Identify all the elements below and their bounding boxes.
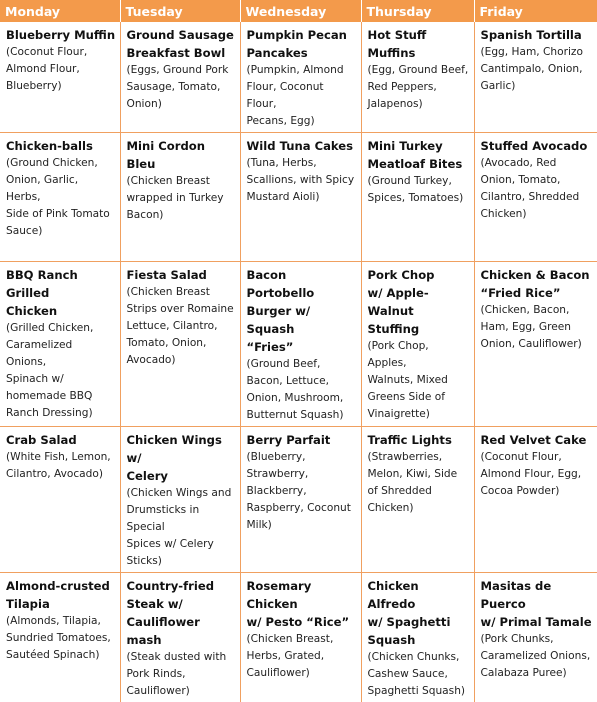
meal-cell <box>474 262 597 427</box>
dish-ingredients: (Eggs, Ground Pork Sausage, Tomato, Onion) <box>127 62 236 113</box>
dish-name: BBQ Ranch Grilled Chicken <box>6 266 116 320</box>
dish-ingredients: (Chicken, Bacon, Ham, Egg, Green Onion, Cauliflower) <box>481 302 594 353</box>
dish-ingredients: (Steak dusted with Pork Rinds, Cauliflower) <box>127 649 236 700</box>
dish-ingredients: (Grilled Chicken, Caramelized Onions, Spinach w/ homemade BBQ Ranch Dressing) <box>6 320 116 422</box>
dish-name: Bacon Portobello Burger w/ Squash “Fries” <box>247 266 357 356</box>
meal-cell <box>240 427 361 573</box>
meal-cell <box>240 262 361 427</box>
dish-name: Crab Salad <box>6 431 116 449</box>
meal-cell <box>474 22 597 133</box>
meal-cell <box>474 573 597 702</box>
dish-name: Stuffed Avocado <box>481 137 594 155</box>
meal-cell <box>120 573 240 702</box>
dish-name: Pork Chop w/ Apple-Walnut Stuffing <box>368 266 470 338</box>
meal-cell <box>361 427 474 573</box>
dish-name: Spanish Tortilla <box>481 26 594 44</box>
dish-ingredients: (Ground Turkey, Spices, Tomatoes) <box>368 173 470 207</box>
meal-row-1 <box>0 22 597 133</box>
meal-cell <box>120 133 240 262</box>
meal-cell <box>474 133 597 262</box>
dish-ingredients: (Almonds, Tilapia, Sundried Tomatoes, Sautéed Spinach) <box>6 613 116 664</box>
meal-cell <box>474 427 597 573</box>
meal-row-5 <box>0 573 597 702</box>
dish-ingredients: (Chicken Wings and Drumsticks in Special Spices w/ Celery Sticks) <box>127 485 236 570</box>
dish-ingredients: (Ground Chicken, Onion, Garlic, Herbs, Side of Pink Tomato Sauce) <box>6 155 116 240</box>
meal-cell <box>361 133 474 262</box>
dish-name: Fiesta Salad <box>127 266 236 284</box>
dish-ingredients: (Chicken Chunks, Cashew Sauce, Spaghetti Squash) <box>368 649 470 700</box>
dish-name: Traffic Lights <box>368 431 470 449</box>
dish-name: Mini Turkey Meatloaf Bites <box>368 137 470 173</box>
dish-name: Red Velvet Cake <box>481 431 594 449</box>
day-header-row <box>0 0 597 22</box>
dish-name: Berry Parfait <box>247 431 357 449</box>
dish-ingredients: (Coconut Flour, Almond Flour, Egg, Cocoa Powder) <box>481 449 594 500</box>
dish-name: Chicken & Bacon “Fried Rice” <box>481 266 594 302</box>
dish-name: Masitas de Puerco w/ Primal Tamale <box>481 577 594 631</box>
dish-ingredients: (Avocado, Red Onion, Tomato, Cilantro, Shredded Chicken) <box>481 155 594 223</box>
dish-ingredients: (Coconut Flour, Almond Flour, Blueberry) <box>6 44 116 95</box>
meal-row-2 <box>0 133 597 262</box>
dish-ingredients: (Chicken Breast, Herbs, Grated, Cauliflower) <box>247 631 357 682</box>
dish-ingredients: (Pork Chop, Apples, Walnuts, Mixed Greens Side of Vinaigrette) <box>368 338 470 423</box>
dish-name: Chicken-balls <box>6 137 116 155</box>
meal-row-3 <box>0 262 597 427</box>
meal-row-4 <box>0 427 597 573</box>
meal-cell <box>240 573 361 702</box>
dish-ingredients: (Pork Chunks, Caramelized Onions, Calabaza Puree) <box>481 631 594 682</box>
dish-name: Country-fried Steak w/ Cauliflower mash <box>127 577 236 649</box>
dish-name: Ground Sausage Breakfast Bowl <box>127 26 236 62</box>
meal-cell <box>120 262 240 427</box>
meal-cell <box>0 22 120 133</box>
dish-name: Wild Tuna Cakes <box>247 137 357 155</box>
day-header-thursday: Thursday <box>361 0 474 22</box>
meal-cell <box>0 133 120 262</box>
dish-name: Pumpkin Pecan Pancakes <box>247 26 357 62</box>
dish-name: Mini Cordon Bleu <box>127 137 236 173</box>
dish-ingredients: (Chicken Breast wrapped in Turkey Bacon) <box>127 173 236 224</box>
meal-cell <box>120 427 240 573</box>
dish-ingredients: (Egg, Ham, Chorizo Cantimpalo, Onion, Garlic) <box>481 44 594 95</box>
dish-ingredients: (Tuna, Herbs, Scallions, with Spicy Mustard Aioli) <box>247 155 357 206</box>
meal-cell <box>361 262 474 427</box>
dish-name: Blueberry Muffin <box>6 26 116 44</box>
dish-name: Chicken Alfredo w/ Spaghetti Squash <box>368 577 470 649</box>
day-header-monday: Monday <box>0 0 120 22</box>
dish-ingredients: (Egg, Ground Beef, Red Peppers, Jalapenos) <box>368 62 470 113</box>
dish-ingredients: (Ground Beef, Bacon, Lettuce, Onion, Mushroom, Butternut Squash) <box>247 356 357 424</box>
dish-ingredients: (Chicken Breast Strips over Romaine Lettuce, Cilantro, Tomato, Onion, Avocado) <box>127 284 236 369</box>
day-header-wednesday: Wednesday <box>240 0 361 22</box>
dish-ingredients: (Strawberries, Melon, Kiwi, Side of Shredded Chicken) <box>368 449 470 517</box>
dish-name: Almond-crusted Tilapia <box>6 577 116 613</box>
meal-cell <box>361 22 474 133</box>
dish-name: Rosemary Chicken w/ Pesto “Rice” <box>247 577 357 631</box>
meal-cell <box>0 262 120 427</box>
meal-cell <box>120 22 240 133</box>
meal-cell <box>240 133 361 262</box>
meal-cell <box>361 573 474 702</box>
meal-cell <box>0 573 120 702</box>
dish-name: Chicken Wings w/ Celery <box>127 431 236 485</box>
day-header-tuesday: Tuesday <box>120 0 240 22</box>
dish-name: Hot Stuff Muffins <box>368 26 470 62</box>
meal-cell <box>0 427 120 573</box>
day-header-friday: Friday <box>474 0 597 22</box>
meal-cell <box>240 22 361 133</box>
dish-ingredients: (Pumpkin, Almond Flour, Coconut Flour, Pecans, Egg) <box>247 62 357 130</box>
dish-ingredients: (White Fish, Lemon, Cilantro, Avocado) <box>6 449 116 483</box>
dish-ingredients: (Blueberry, Strawberry, Blackberry, Raspberry, Coconut Milk) <box>247 449 357 534</box>
